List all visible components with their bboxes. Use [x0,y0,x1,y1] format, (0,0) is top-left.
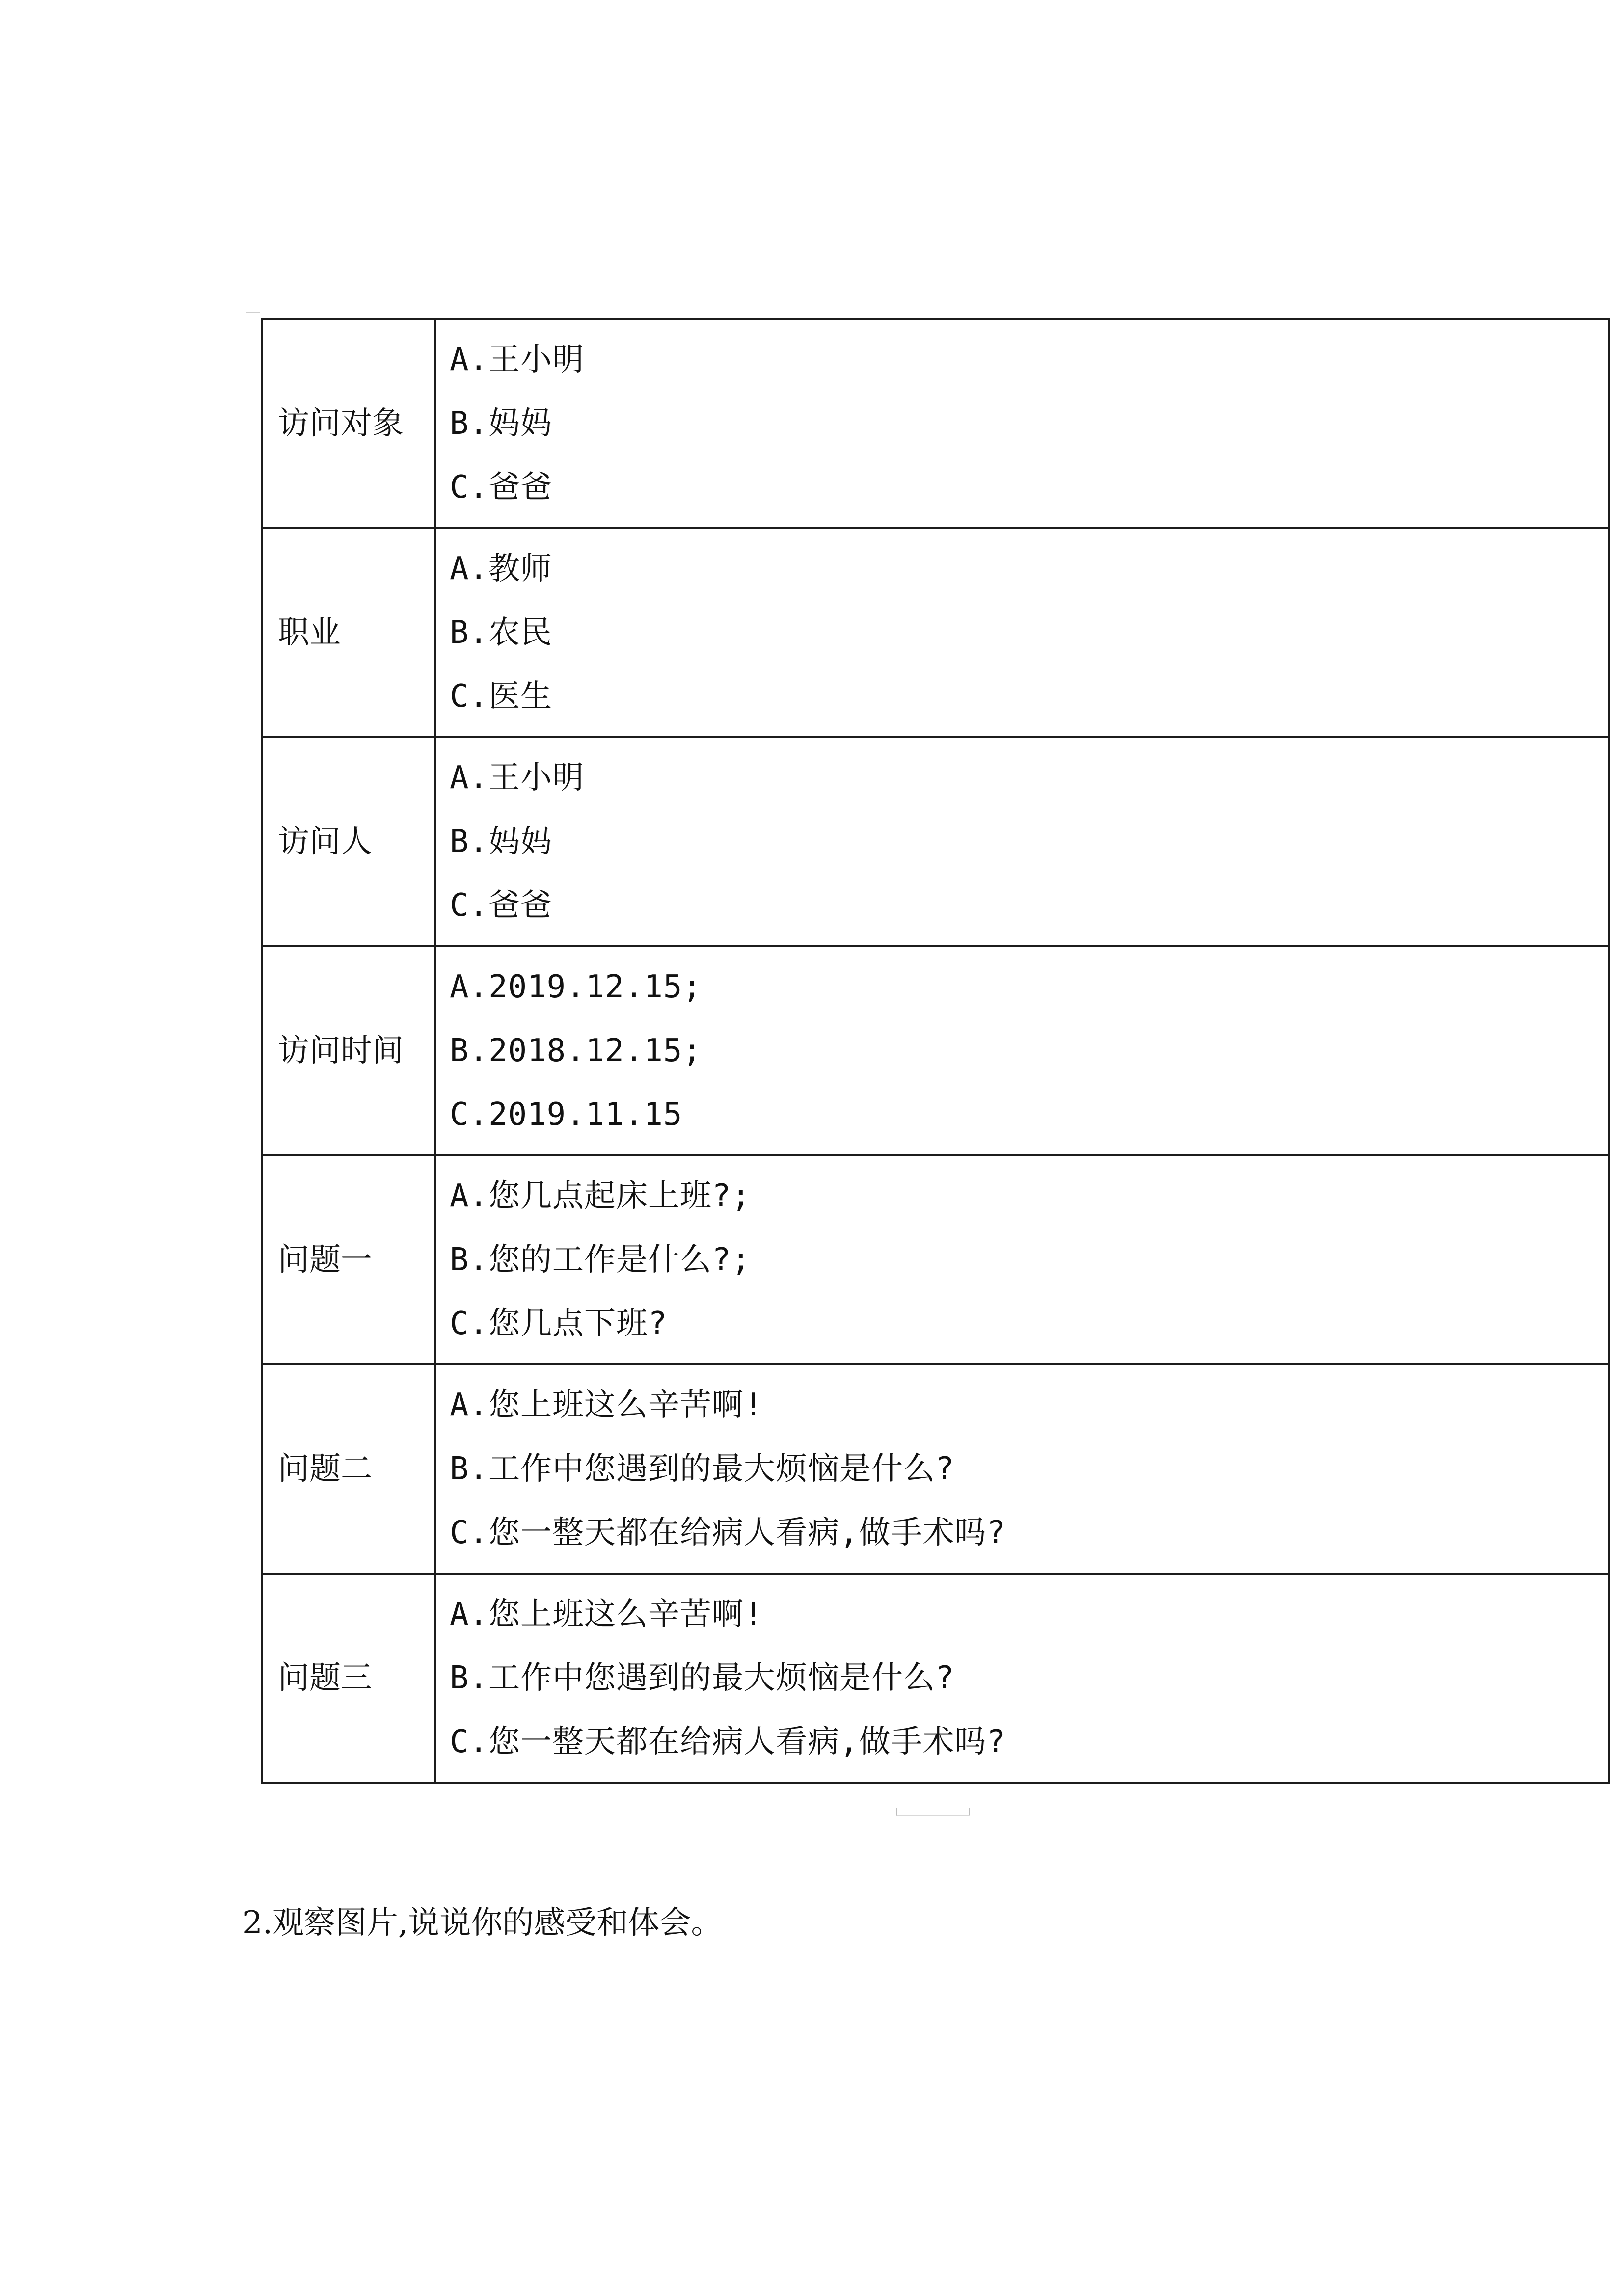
table-row [262,946,1609,1155]
options-cell [435,528,1609,737]
option-a: A.您几点起床上班?; [450,1178,751,1214]
option-a: A.您上班这么辛苦啊! [450,1387,763,1423]
row-label: 职业 [262,528,435,737]
option-b: B.妈妈 [450,405,553,442]
option-b: B.妈妈 [450,824,553,860]
option-a: A.您上班这么辛苦啊! [450,1596,763,1632]
row-label: 问题一 [262,1155,435,1364]
table-row [262,319,1609,528]
table-row [262,1364,1609,1574]
table-resize-mark [896,1808,970,1816]
option-a: A.王小明 [450,342,585,378]
option-c: C.您一整天都在给病人看病,做手术吗? [450,1515,1006,1551]
options-cell [435,946,1609,1155]
row-label: 访问人 [262,737,435,946]
options-cell [435,1364,1609,1574]
option-a: A.王小明 [450,760,585,796]
option-b: B.农民 [450,614,553,651]
option-c: C.您一整天都在给病人看病,做手术吗? [450,1724,1006,1760]
row-label: 访问对象 [262,319,435,528]
option-b: B.工作中您遇到的最大烦恼是什么? [450,1660,955,1696]
option-c: C.爸爸 [450,887,553,924]
row-label: 问题三 [262,1574,435,1783]
table-row [262,528,1609,737]
question-2-text: 2.观察图片,说说你的感受和体会。 [243,1905,723,1941]
table-row [262,1155,1609,1364]
interview-table-wrapper [261,318,1610,1784]
option-c: C.医生 [450,678,553,715]
option-b: B.您的工作是什么?; [450,1242,751,1278]
table-row [262,737,1609,946]
interview-table [261,318,1610,1784]
option-b: B.工作中您遇到的最大烦恼是什么? [450,1451,955,1487]
option-b: B.2018.12.15; [450,1033,702,1069]
table-row [262,1574,1609,1783]
options-cell [435,1574,1609,1783]
options-cell [435,1155,1609,1364]
row-label: 访问时间 [262,946,435,1155]
option-c: C.2019.11.15 [450,1096,683,1133]
row-label: 问题二 [262,1364,435,1574]
option-c: C.您几点下班? [450,1306,668,1342]
corner-mark [246,312,260,313]
option-a: A.2019.12.15; [450,969,702,1005]
option-a: A.教师 [450,551,553,587]
options-cell [435,737,1609,946]
option-c: C.爸爸 [450,469,553,506]
options-cell [435,319,1609,528]
